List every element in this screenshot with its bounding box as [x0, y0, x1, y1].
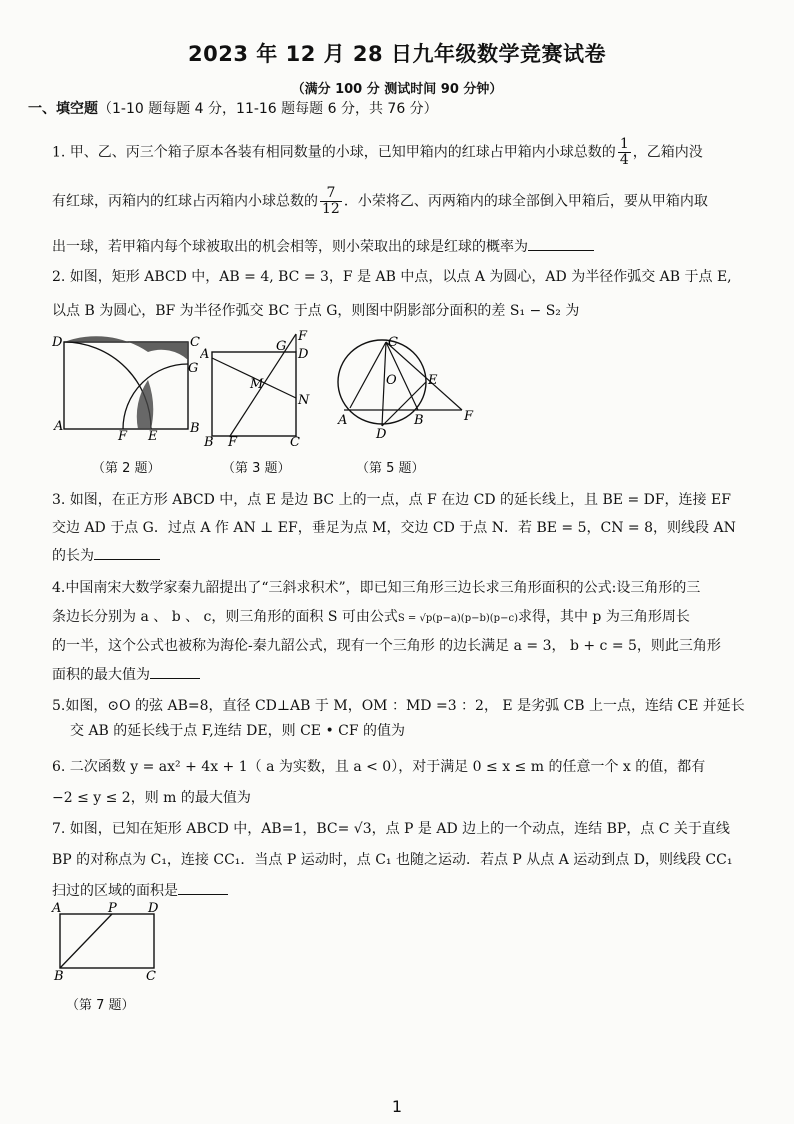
q4-line4 [52, 664, 200, 684]
q4-text-a: 条边长分别为 a 、 b 、 c，则三角形的面积 S 可由公式 [52, 609, 398, 625]
fig7-label-A: A [52, 901, 62, 916]
section-title: 一、填空题 [28, 101, 98, 117]
fig5-label-A: A [338, 413, 348, 428]
fig3-label-C: C [290, 435, 300, 450]
section-note: （1-10 题每题 4 分，11-16 题每题 6 分，共 76 分） [98, 101, 438, 117]
q4-line3: 的一半，这个公式也被称为海伦-秦九韶公式，现有一个三角形 的边长满足 a = 3， b + c = 5，则此三角形 [52, 638, 721, 654]
q3-line1: 3. 如图，在正方形 ABCD 中，点 E 是边 BC 上的一点，点 F 在边 CD 的延长线上，且 BE = DF，连接 EF [52, 492, 731, 508]
caption-figure-7: （第 7 题） [66, 998, 135, 1013]
q1-text-b: ，乙箱内没 [632, 144, 703, 161]
q4-line2 [52, 606, 690, 626]
exam-title: 2023 年 12 月 28 日九年级数学竞赛试卷 [188, 42, 606, 66]
caption-figure-2: （第 2 题） [92, 461, 161, 476]
fig7-label-C: C [146, 969, 156, 984]
fig5-label-D: D [376, 427, 387, 442]
figure-7 [50, 900, 170, 984]
q4-answer-blank[interactable] [150, 665, 200, 679]
q7-line1: 7. 如图，已知在矩形 ABCD 中，AB=1，BC= √3，点 P 是 AD 边上的一个动点，连结 BP，点 C 关于直线 [52, 821, 730, 837]
fig2-label-A: A [54, 419, 64, 434]
fig2-label-G: G [188, 361, 199, 376]
figure-3 [200, 328, 315, 450]
fig7-label-P: P [108, 901, 117, 916]
figure-5 [334, 334, 474, 444]
fig7-label-B: B [54, 969, 64, 984]
q3-answer-blank[interactable] [94, 546, 160, 560]
fig3-label-M: M [250, 377, 264, 392]
q1-line3 [52, 236, 594, 256]
q4-text-b: 求得，其中 p 为三角形周长 [517, 609, 690, 625]
fig5-label-B: B [414, 413, 424, 428]
fig3-label-F: F [298, 329, 308, 344]
q6-line1: 6. 二次函数 y = ax² + 4x + 1（ a 为实数，且 a < 0），对于满足 0 ≤ x ≤ m 的任意一个 x 的值，都有 [52, 759, 706, 775]
q1-fraction-1: $\frac{1}{4}$ [619, 136, 629, 168]
q7-line2: BP 的对称点为 C₁，连接 CC₁．当点 P 运动时，点 C₁ 也随之运动．若点 P 从点 A 运动到点 D，则线段 CC₁ [52, 852, 733, 868]
fig5-label-O: O [386, 373, 397, 388]
q3-line2: 交边 AD 于点 G．过点 A 作 AN ⊥ EF，垂足为点 M，交边 CD 于点 N．若 BE = 5，CN = 8，则线段 AN [52, 520, 736, 536]
q5-line2: 交 AB 的延长线于点 F,连结 DE，则 CE • CF 的值为 [70, 723, 406, 739]
q2-line1: 2. 如图，矩形 ABCD 中，AB = 4, BC = 3，F 是 AB 中点，以点 A 为圆心，AD 为半径作弧交 AB 于点 E, [52, 269, 732, 285]
fig2-label-C: C [190, 335, 200, 350]
fig3-label-B: B [204, 435, 214, 450]
caption-figure-3: （第 3 题） [222, 461, 291, 476]
fig2-label-F: F [118, 429, 128, 444]
fig3-label-D: D [298, 347, 309, 362]
q1-text-c: 有红球，丙箱内的红球占丙箱内小球总数的 [52, 193, 318, 210]
q4-text-c: 面积的最大值为 [52, 667, 150, 683]
fig2-label-B: B [190, 421, 200, 436]
fig3-label-A: A [200, 347, 210, 362]
fig5-label-E: E [428, 373, 438, 388]
q1-fraction-2: $\frac{7}{12}$ [322, 185, 340, 217]
q1-line2 [52, 186, 708, 217]
q4-formula: S = √p(p−a)(p−b)(p−c) [397, 613, 518, 624]
caption-figure-5: （第 5 题） [356, 461, 425, 476]
fig3-label-E: F [228, 435, 238, 450]
fig5-label-F: F [464, 409, 474, 424]
q7-line3 [52, 880, 228, 900]
q2-line2: 以点 B 为圆心，BF 为半径作弧交 BC 于点 G，则图中阴影部分面积的差 S₁ − S₂ 为 [52, 303, 580, 319]
fig2-label-E: E [148, 429, 158, 444]
q6-line2: −2 ≤ y ≤ 2，则 m 的最大值为 [52, 790, 251, 806]
q5-line1: 5.如图，⊙O 的弦 AB=8，直径 CD⊥AB 于 M，OM ：MD =3 ：2， E 是劣弧 CB 上一点，连结 CE 并延长 [52, 698, 745, 714]
fig5-label-C: C [388, 335, 398, 350]
section-heading [28, 98, 438, 118]
q1-answer-blank[interactable] [528, 237, 594, 251]
q1-text-e: 出一球，若甲箱内每个球被取出的机会相等，则小荣取出的球是红球的概率为 [52, 239, 528, 255]
figure-2 [52, 332, 202, 444]
q3-text: 的长为 [52, 548, 94, 564]
fig7-label-D: D [148, 901, 159, 916]
fig3-label-N: N [298, 393, 310, 408]
q3-line3 [52, 545, 160, 565]
q7-answer-blank[interactable] [178, 881, 228, 895]
q1-text-a: 1. 甲、乙、丙三个箱子原本各装有相同数量的小球，已知甲箱内的红球占甲箱内小球总数的 [52, 144, 616, 161]
q7-text: 扫过的区域的面积是 [52, 883, 178, 899]
page-number: 1 [391, 1097, 403, 1116]
q1-line1 [52, 137, 703, 168]
exam-subtitle: （满分 100 分 测试时间 90 分钟） [291, 82, 503, 97]
fig3-label-G: G [276, 339, 287, 354]
q4-line1: 4.中国南宋大数学家秦九韶提出了“三斜求积术”，即已知三角形三边长求三角形面积的公式:设三角形的三 [52, 580, 701, 596]
fig2-label-D: D [52, 335, 63, 350]
q1-text-d: ．小荣将乙、丙两箱内的球全部倒入甲箱后，要从甲箱内取 [343, 193, 708, 210]
